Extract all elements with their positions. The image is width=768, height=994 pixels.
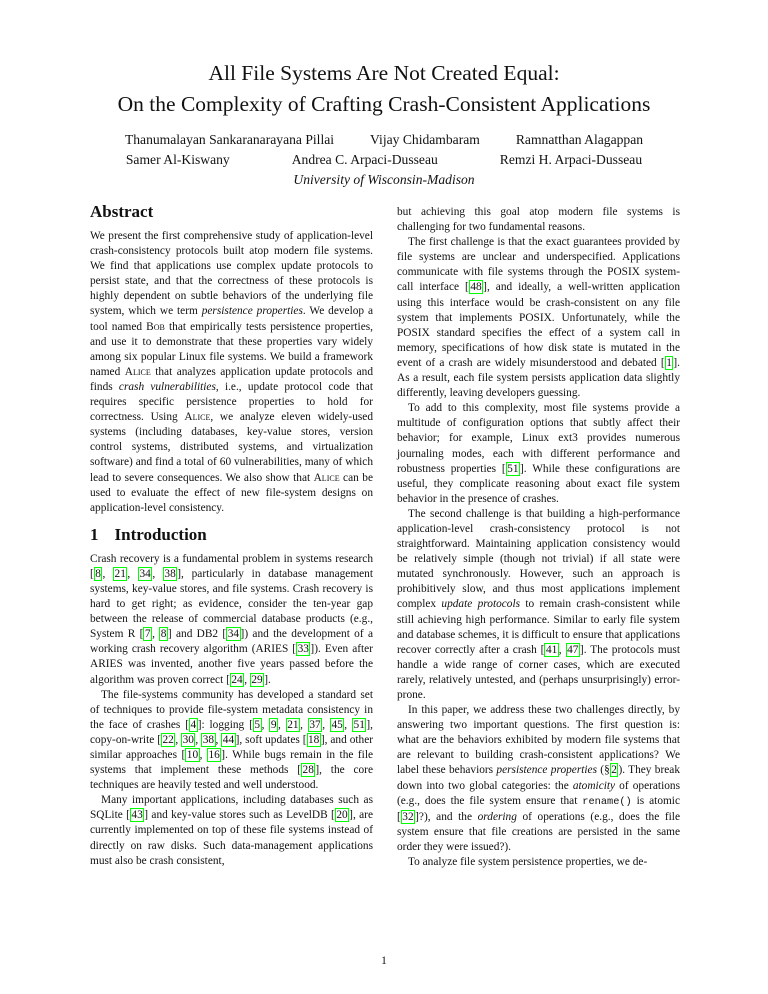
affiliation: University of Wisconsin-Madison [293,172,475,187]
citation-link[interactable]: 43 [131,809,143,822]
citation: [ 41 , 47 ] [540,643,584,656]
citation: [ 4 ] [185,718,202,731]
emphasis: persistence properties [201,305,303,318]
citation-link[interactable]: 24 [231,673,243,686]
citation-link[interactable]: 47 [567,643,579,656]
citation-link[interactable]: 7 [144,628,151,641]
emphasis: persistence properties [496,764,597,777]
citation-link[interactable]: 33 [297,643,309,656]
citation-link[interactable]: 29 [251,673,263,686]
title-line-1: All File Systems Are Not Created Equal: [208,61,560,85]
citation-link[interactable]: 45 [331,718,343,731]
citation: [ 24 , 29 ] [226,673,268,686]
tool-name: Alice [124,365,151,378]
citation: [ 43 ] [126,809,149,822]
citation-link[interactable]: 10 [186,749,199,761]
citation: [ 34 ] [222,628,245,641]
citation-link[interactable]: 18 [308,733,320,746]
citation-link[interactable]: 51 [353,718,365,731]
left-column [90,201,373,869]
paragraph: The file-systems community has developed a standard set of techniques to provide file-system metadata consistency in the face of crashes [ 4 ]: logging [ 5 , 9 , 21 , 37 , 45 , 51 ], copy-on-write [ 22 , 30 , 38 , 44 ], soft updates [ 18 ], and other similar approaches [ 10 , 16 ]. While bugs remain in the file systems that implement these methods [ 28 ], the core techniques are heavily tested and well understood. [90,688,374,792]
citation: [ 18 ] [302,733,325,746]
page-number: 1 [381,955,387,967]
citation-link[interactable]: 1 [666,356,672,369]
citation-link[interactable]: 2 [611,764,617,777]
author: Remzi H. Arpaci-Dusseau [499,152,643,167]
title-line-2: On the Complexity of Crafting Crash-Consistent Applications [117,92,651,116]
citation: [ 7 , 8 ] [139,628,172,641]
citation-link[interactable]: 8 [95,567,101,580]
section-title: Introduction [114,524,207,544]
citation: [ 5 , 9 , 21 , 37 , 45 , 51 ] [249,718,371,731]
citation-link[interactable]: 5 [254,718,261,731]
citation-link[interactable]: 32 [402,810,414,823]
tool-name: Alice [184,411,211,424]
citation-link[interactable]: 44 [222,733,235,746]
citation: [ 28 ] [297,764,320,777]
emphasis: crash vulnerabilities [118,380,216,393]
paragraph: The first challenge is that the exact guarantees provided by file systems are unclear and underspecified. Applications communicate with file systems through the POSIX system-call interface [ 48 ], and ideally, a well-written application using this interface would be crash-consistent on any file system that implements POSIX. Unfortunately, while the POSIX standard specifies the effect of a system call in memory, specifications of how disk state is mutated in the event of a crash are widely misunderstood and debated [ 1 ]. As a result, each file system persists application data slightly differently, leaving developers guessing. [397,236,680,400]
abstract-heading: Abstract [90,202,154,221]
citation-link[interactable]: 21 [114,567,126,580]
citation-link[interactable]: 30 [182,733,194,746]
paragraph: Many important applications, including databases such as SQLite [ 43 ] and key-value stores such as LevelDB [ 20 ], are currently implemented on top of these file systems instead of directly on raw disks. Such data-management applications must also be crash consistent, [90,794,373,867]
section-heading-introduction [90,524,373,546]
citation-link[interactable]: 37 [309,718,321,731]
section-reference [610,763,619,777]
citation: [ 10 , 16 ] [181,749,226,761]
citation-link[interactable]: 48 [470,281,482,294]
author: Vijay Chidambaram [370,132,480,147]
citation-link[interactable]: 51 [507,462,519,475]
citation: [ 20 ] [331,809,353,822]
citation-link[interactable]: 34 [139,567,151,580]
citation: [ 8 , 21 , 34 , 38 ] [90,567,182,580]
paragraph: The second challenge is that building a high-performance application-level crash-consistency protocol is not straightforward. Maintaining application consistency would be relatively simple (though not trivial) if all state were mutated synchronously. However, such an approach is prohibitively slow, and thus most applications implement complex update protocols to remain crash-consistent while still achieving high performance. Similar to early file system and database schemes, it is difficult to ensure that applications recover correctly after a crash [ 41 , 47 ]. The protocols must handle a wide range of corner cases, which are executed rarely, relatively untested, and (perhaps unsurprisingly) error-prone. [397,507,680,701]
citation-link[interactable]: 41 [545,643,558,656]
emphasis: ordering [477,810,517,823]
right-column [397,205,680,870]
inline-code: rename() [582,795,632,808]
emphasis: update protocols [441,598,521,611]
paragraph: In this paper, we address these two challenges directly, by answering two important questions. The first question is: what are the behaviors exhibited by modern file systems that are relevant to building crash-consistent applications? We label these behaviors persistence properties (§ 2 ). They break down into two global categories: the atomicity of operations (e.g., does the file system ensure that rename() is atomic [ 32 ]?), and the ordering of operations (e.g., does the file system ensure that file creations are persisted in the same order they were issued?). [397,704,680,853]
paper-title [0,58,768,120]
citation: [ 22 , 30 , 38 , 44 ] [157,733,240,746]
paragraph: To add to this complexity, most file systems provide a multitude of configuration options that subtly affect their behavior; for example, Linux ext3 provides numerous journaling modes, each with different performance and robustness properties [ 51 ]. While these configurations are useful, they complicate reasoning about exact file system behavior in the presence of crashes. [397,402,680,505]
citation-link[interactable]: 38 [164,567,176,580]
citation-link[interactable]: 21 [287,718,299,731]
section-number: 1 [90,524,99,544]
abstract-text: We present the first comprehensive study of application-level crash-consistency protocols built atop modern file systems. We find that applications use complex update protocols to persist state, and that the correctness of these protocols is highly dependent on subtle behaviors of the underlying file system, which we term persistence properties. We develop a tool named Bob that empirically tests persistence properties, and use it to demonstrate that these properties vary widely among six popular Linux file systems. We build a framework named Alice that analyzes application update protocols and finds crash vulnerabilities, i.e., update protocol code that requires specific persistence properties to hold for correctness. Using Alice, we analyze eleven widely-used systems (including databases, key-value stores, version control systems, distributed systems, and virtualization software) and find a total of 60 vulnerabilities, many of which lead to severe consequences. We also show that Alice can be used to evaluate the effect of new file-system designs on application-level consistency. [90,230,374,514]
citation: [ 51 ] [501,462,524,475]
tool-name: Alice [313,471,340,484]
citation: [ 32 ] [397,810,419,823]
citation-link[interactable]: 8 [160,628,167,641]
paragraph: To analyze file system persistence properties, we de- [408,856,648,869]
citation-link[interactable]: 4 [190,718,197,731]
citation: [ 33 ] [292,643,315,656]
citation: [ 48 ] [465,281,487,294]
citation-link[interactable]: 16 [208,749,220,761]
author: Thanumalayan Sankaranarayana Pillai [124,132,335,147]
paragraph: Crash recovery is a fundamental problem in systems research [ 8 , 21 , 34 , 38 ], particularly in database management systems, key-value stores, and file systems. Crash recovery is hard to get right; as evidence, consider the ten-year gap between the release of commercial database products (e.g., System R [ 7 , 8 ] and DB2 [ 34 ]) and the development of a working crash recovery algorithm (ARIES [ 33 ]). Even after ARIES was invented, another five years passed before the algorithm was proven correct [ 24 , 29 ]. [90,552,374,686]
citation-link[interactable]: 22 [162,733,174,746]
tool-name: Bob [146,320,165,333]
citation-link[interactable]: 38 [202,733,215,746]
citation-link[interactable]: 9 [270,718,277,731]
author: Andrea C. Arpaci-Dusseau [291,152,438,167]
emphasis: atomicity [572,779,616,792]
author: Ramnatthan Alagappan [515,132,644,147]
citation-link[interactable]: 28 [302,764,314,777]
citation-link[interactable]: 20 [336,809,348,822]
author: Samer Al-Kiswany [125,152,230,167]
citation-link[interactable]: 34 [227,628,240,641]
citation: [ 1 ] [660,356,678,369]
paragraph: but achieving this goal atop modern file systems is challenging for two fundamental reasons. [397,206,680,234]
author-list [0,130,768,170]
